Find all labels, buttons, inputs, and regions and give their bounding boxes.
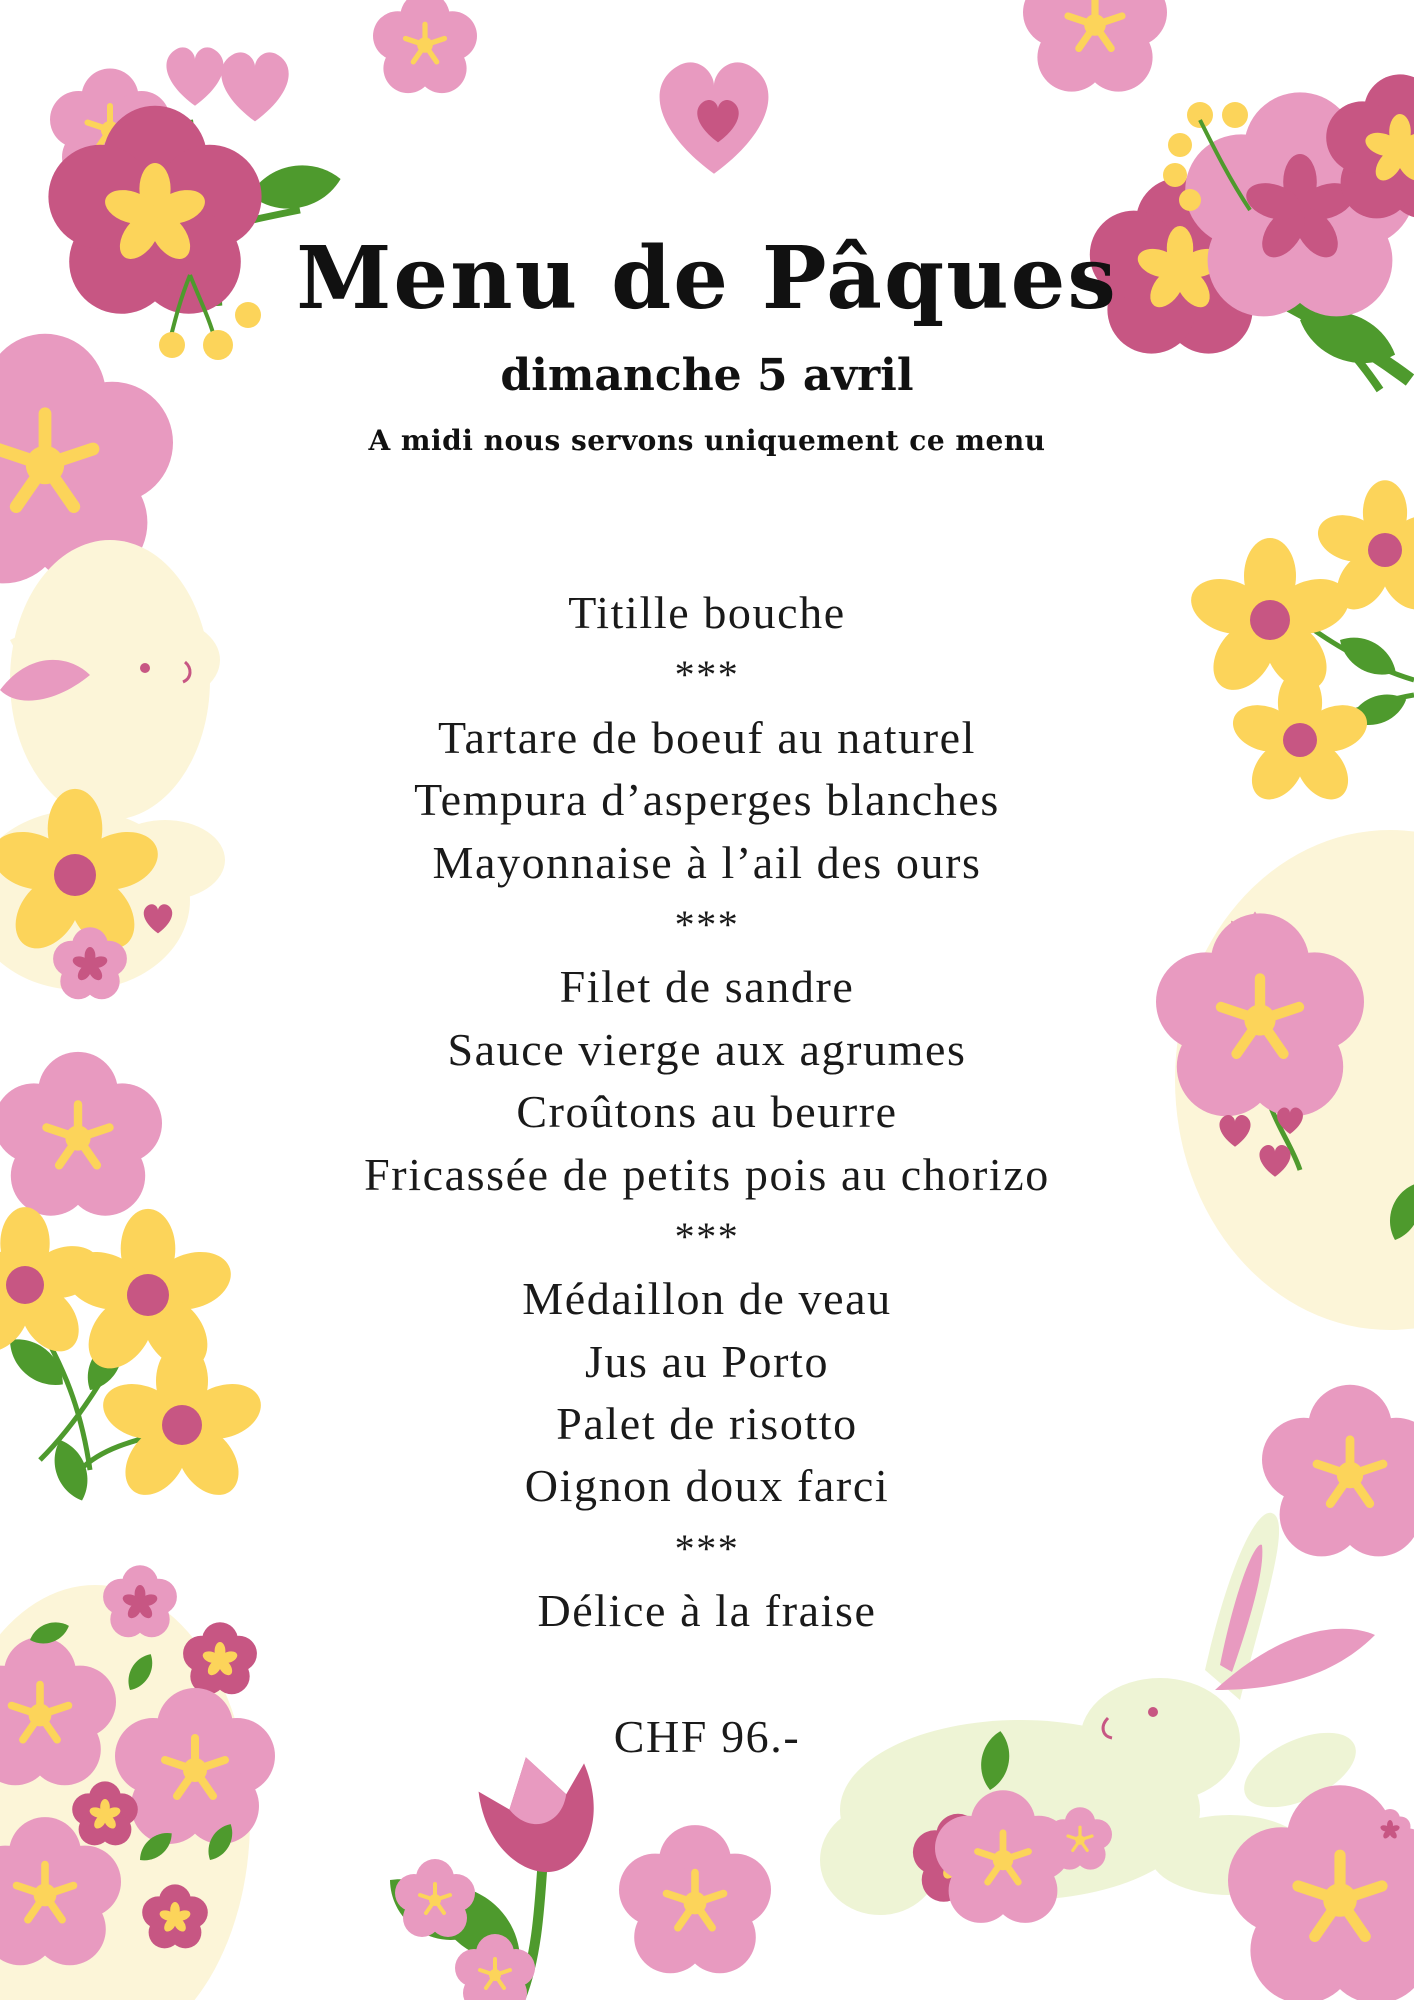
- menu-item: Palet de risotto: [556, 1398, 858, 1450]
- bottom-tulip-cluster: [377, 1743, 771, 2000]
- menu-note: A midi nous servons uniquement ce menu: [368, 424, 1046, 457]
- menu-price: CHF 96.-: [613, 1711, 801, 1762]
- menu-item: Titille bouche: [568, 587, 846, 638]
- menu-courses: [0, 582, 1414, 1643]
- menu-item: Filet de sandre: [559, 961, 855, 1013]
- course-separator: ***: [674, 901, 740, 947]
- menu-item: Croûtons au beurre: [516, 1086, 898, 1138]
- course-separator: ***: [674, 1213, 740, 1259]
- menu-item: Délice à la fraise: [537, 1585, 877, 1637]
- menu-item: Oignon doux farci: [524, 1460, 890, 1512]
- course-separator: ***: [674, 652, 740, 698]
- menu-item: Tempura d’asperges blanches: [414, 774, 1000, 826]
- course-separator: ***: [674, 1525, 740, 1571]
- menu-item: Jus au Porto: [584, 1335, 830, 1387]
- menu-item: Mayonnaise à l’ail des ours: [432, 836, 982, 888]
- menu-item: Sauce vierge aux agrumes: [447, 1023, 967, 1075]
- top-right-flower-cluster: [1023, 0, 1414, 390]
- menu-item: Fricassée de petits pois au chorizo: [364, 1148, 1050, 1200]
- menu-date: dimanche 5 avril: [500, 350, 914, 401]
- menu-item: Médaillon de veau: [522, 1273, 892, 1325]
- menu-item: Tartare de boeuf au naturel: [437, 711, 977, 763]
- menu-title: Menu de Pâques: [296, 228, 1118, 329]
